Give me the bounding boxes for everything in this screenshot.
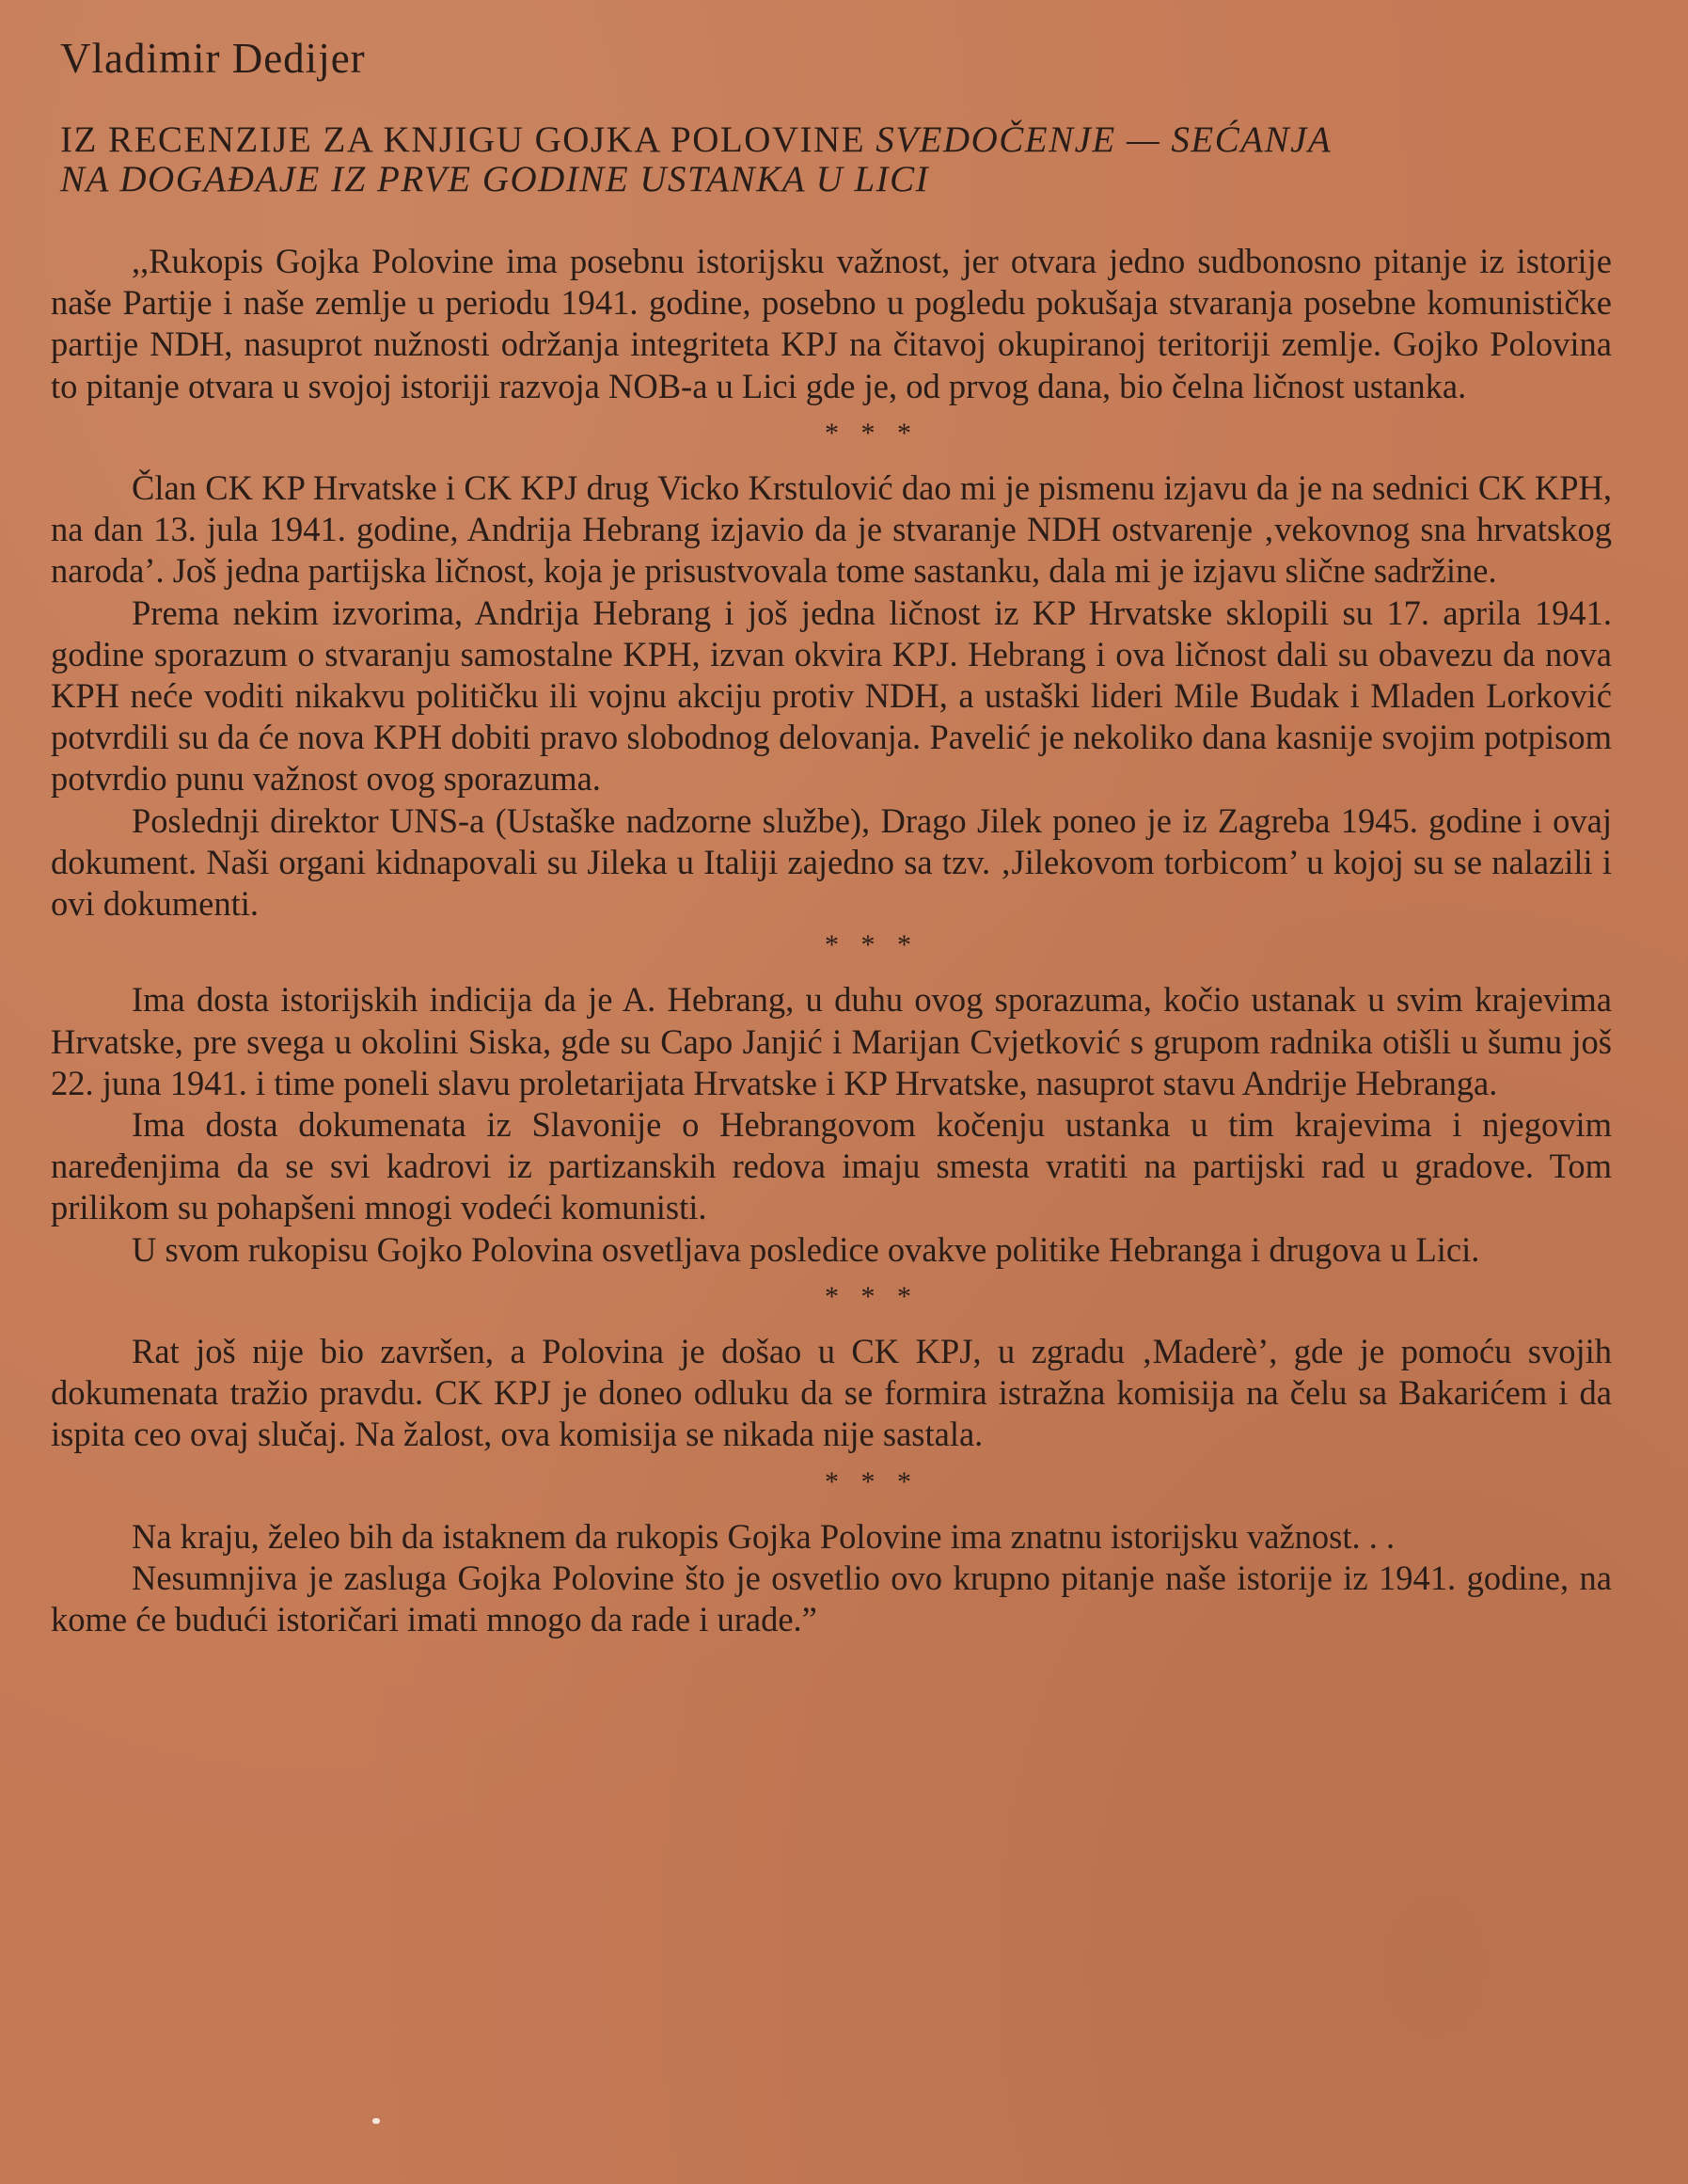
paragraph-1: ,,Rukopis Gojka Polovine ima posebnu istorijsku važnost, jer otvara jedno sudbonosno pitanje iz istorije naše Partije i naše zemlje u periodu 1941. godine, posebno u pogledu pokušaja stvaranja posebne komunističke partije NDH, nasuprot nužnosti održanja integriteta KPJ na čitavoj okupiranoj teritoriji zemlje. Gojko Polovina to pitanje otvara u svojoj istoriji razvoja NOB-a u Lici gde je, od prvog dana, bio čelna ličnost ustanka. [51, 242, 1612, 405]
separator-3: * * * [825, 1280, 919, 1312]
separator-4: * * * [825, 1465, 919, 1497]
paragraph-10: Nesumnjiva je zasluga Gojka Polovine što je osvetlio ovo krupno pitanje naše istorije iz 1941. godine, na kome će budući istoričari imati mnogo da rade i urade.” [51, 1559, 1612, 1639]
paragraph-4: Poslednji direktor UNS-a (Ustaške nadzorne službe), Drago Jilek poneo je iz Zagreba 1945. godine i ovaj dokument. Naši organi kidnapovali su Jileka u Italiji zajedno sa tzv. ‚Jilekovom torbicom’ u kojoj su se nalazili i ovi dokumenti. [51, 800, 1612, 924]
heading-italic-1: SVEDOČENJE — SEĆANJA [876, 119, 1333, 160]
separator-1: * * * [825, 417, 919, 449]
article-heading [60, 120, 1621, 199]
author-name: Vladimir Dedijer [60, 35, 366, 82]
paragraph-5: Ima dosta istorijskih indicija da je A. Hebrang, u duhu ovog sporazuma, kočio ustanak u svim krajevima Hrvatske, pre svega u okolini Siska, gde su Capo Janjić i Marijan Cvjetković s grupom radnika otišli u šumu još 22. juna 1941. i time poneli slavu proletarijata Hrvatske i KP Hrvatske, nasuprot stavu Andrije Hebranga. [51, 980, 1612, 1102]
paragraph-3: Prema nekim izvorima, Andrija Hebrang i još jedna ličnost iz KP Hrvatske sklopili su 17. aprila 1941. godine sporazum o stvaranju samostalne KPH, izvan okvira KPJ. Hebrang i ova ličnost dali su obavezu da nova KPH neće voditi nikakvu političku ili vojnu akciju protiv NDH, a ustaški lideri Mile Budak i Mladen Lorković potvrdili su da će nova KPH dobiti pravo slobodnog delovanja. Pavelić je nekoliko dana kasnije svojim potpisom potvrdio punu važnost ovog sporazuma. [51, 593, 1612, 799]
review-text [51, 241, 1612, 1641]
paragraph-7: U svom rukopisu Gojko Polovina osvetljava posledice ovakve politike Hebranga i drugova u Lici. [132, 1229, 1480, 1269]
separator-2: * * * [825, 929, 919, 961]
paragraph-2: Član CK KP Hrvatske i CK KPJ drug Vicko Krstulović dao mi je pismenu izjavu da je na sednici CK KPH, na dan 13. jula 1941. godine, Andrija Hebrang izjavio da je stvaranje NDH ostvarenje ‚vekovnog sna hrvatskog naroda’. Još jedna partijska ličnost, koja je prisustvovala tome sastanku, dala mi je izjavu slične sadržine. [51, 468, 1612, 591]
paper-speck [372, 2118, 380, 2124]
paragraph-8: Rat još nije bio završen, a Polovina je došao u CK KPJ, u zgradu ‚Maderè’, gde je pomoću svojih dokumenata tražio pravdu. CK KPJ je doneo odluku da se formira istražna komisija na čelu sa Bakarićem i da ispita ceo ovaj slučaj. Na žalost, ova komisija se nikada nije sastala. [51, 1332, 1612, 1454]
heading-plain: IZ RECENZIJE ZA KNJIGU GOJKA POLOVINE [60, 119, 876, 160]
paragraph-6: Ima dosta dokumenata iz Slavonije o Hebrangovom kočenju ustanka u tim krajevima i njegovim naređenjima da se svi kadrovi iz partizanskih redova imaju smesta vratiti na partijski rad u gradove. Tom prilikom su pohapšeni mnogi vodeći komunisti. [51, 1105, 1612, 1227]
paragraph-9: Na kraju, želeo bih da istaknem da rukopis Gojka Polovine ima znatnu istorijsku važnost. . . [132, 1516, 1396, 1556]
heading-italic-2: NA DOGAĐAJE IZ PRVE GODINE USTANKA U LICI [60, 159, 930, 199]
